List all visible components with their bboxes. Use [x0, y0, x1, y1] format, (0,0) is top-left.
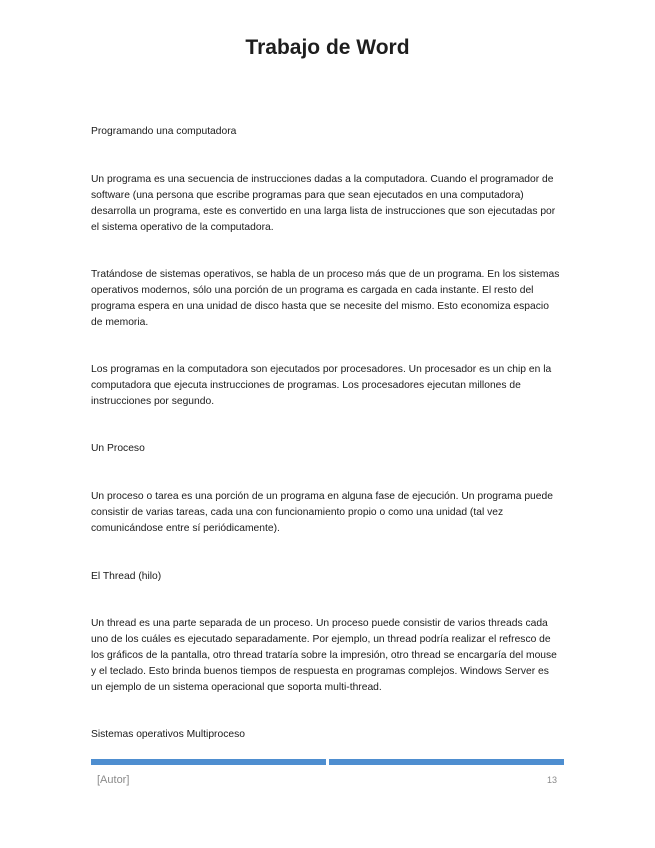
footer-bar-notch — [326, 759, 329, 765]
section-heading-un-proceso: Un Proceso — [91, 443, 145, 454]
footer-accent-bar — [91, 759, 564, 765]
paragraph-proceso-tarea: Un proceso o tarea es una porción de un programa en alguna fase de ejecución. Un programa puede consistir de varias tareas, cada una con funcionamiento propio o como una unidad (tal vez comunicándose entre sí periódicamente). — [91, 491, 553, 534]
paragraph-procesadores: Los programas en la computadora son ejecutados por procesadores. Un procesador es un chip en la computadora que ejecuta instrucciones de programas. Los procesadores ejecutan millones de instrucciones por segundo. — [91, 364, 552, 407]
section-heading-programando: Programando una computadora — [91, 126, 237, 137]
footer-author[interactable]: [Autor] — [97, 774, 130, 786]
paragraph-thread: Un thread es una parte separada de un proceso. Un proceso puede consistir de varios threads cada uno de los cuáles es ejecutado separadamente. Por ejemplo, un thread podría realizar el refresco de los gráficos de la pantalla, otro thread trataría sobre la impresión, otro thread se encargaría del mouse y el teclado. Esto brinda buenos tiempos de respuesta en programas complejos. Windows Server es un ejemplo de un sistema operacional que soporta multi-thread. — [91, 618, 557, 693]
paragraph-procesos-sistemas: Tratándose de sistemas operativos, se habla de un proceso más que de un programa. En los sistemas operativos modernos, sólo una porción de un programa es cargada en cada instante. El resto del programa espera en una unidad de disco hasta que se necesite del mismo. Esto economiza espacio de memoria. — [91, 269, 560, 328]
paragraph-programa-definicion: Un programa es una secuencia de instrucciones dadas a la computadora. Cuando el programador de software (una persona que escribe programas para que sean ejecutados en una computadora) desarrolla un programa, este es convertido en una larga lista de instrucciones que son ejecutadas por el sistema operativo de la computadora. — [91, 174, 556, 233]
section-heading-multiproceso: Sistemas operativos Multiproceso — [91, 729, 245, 740]
footer-page-number: 13 — [546, 775, 557, 785]
document-title: Trabajo de Word — [245, 36, 410, 59]
section-heading-thread: El Thread (hilo) — [91, 571, 162, 582]
